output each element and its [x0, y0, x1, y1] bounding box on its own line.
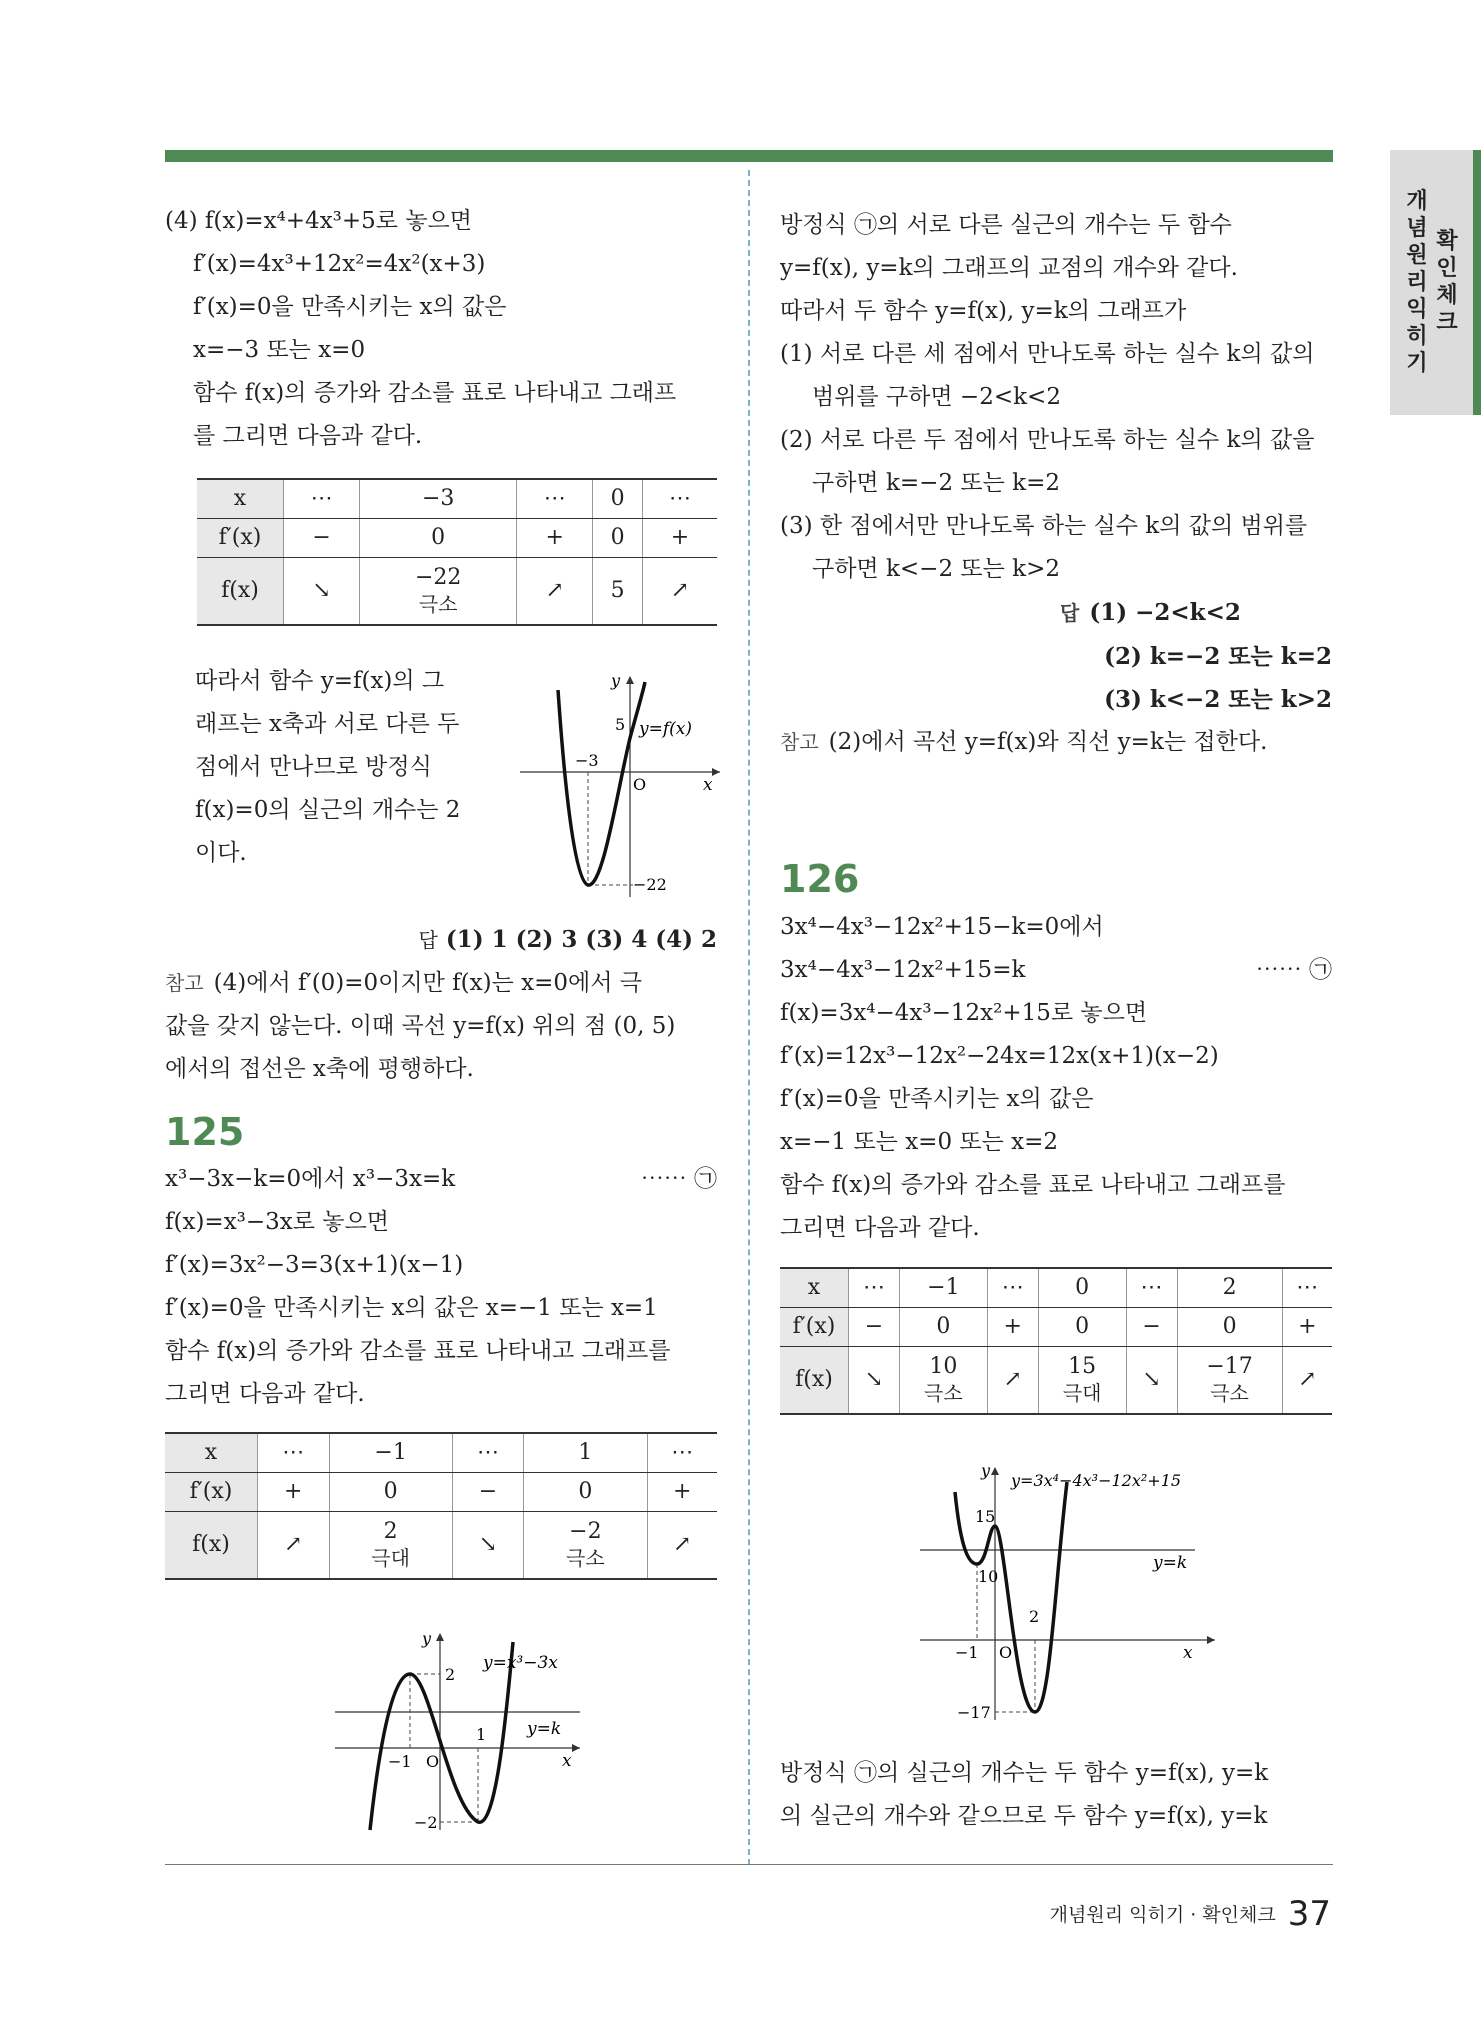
answer-text: (1) 1 (2) 3 (3) 4 (4) 2 [445, 926, 717, 953]
table-cell [1038, 1347, 1126, 1415]
solution-line: 3x⁴−4x³−12x²+15=k [780, 957, 1026, 983]
solution-line: f(x)=x³−3x로 놓으면 [165, 1209, 389, 1235]
table-cell: x [197, 479, 284, 519]
table-cell [524, 1512, 647, 1580]
table-cell: ↗ [647, 1512, 717, 1580]
y-axis-arrow [436, 1633, 444, 1641]
table-row [197, 519, 717, 558]
note-line: 에서의 접선은 x축에 평행하다. [165, 1056, 474, 1082]
side-tab-col1: 개 념 원 리 익 히 기 [1406, 189, 1428, 376]
table-cell: 5 [593, 558, 643, 626]
left-solution-4-conclusion [195, 660, 505, 875]
left-solution-4 [165, 200, 717, 458]
solution-line: 점에서 만나므로 방정식 [195, 754, 432, 780]
table-cell: f(x) [197, 558, 284, 626]
x-axis-arrow [572, 1744, 580, 1752]
solution-line: (2) 서로 다른 두 점에서 만나도록 하는 실수 k의 값을 [780, 427, 1315, 453]
table-cell: x [165, 1433, 258, 1473]
extremum-value: 2 [383, 1519, 398, 1544]
answer-125 [1060, 591, 1332, 721]
tick-label: 10 [978, 1567, 999, 1586]
table-cell: 0 [524, 1473, 647, 1512]
solution-line: x=−3 또는 x=0 [193, 337, 366, 363]
table-row [197, 479, 717, 519]
tick-label: −22 [633, 875, 667, 894]
table-cell: 0 [593, 479, 643, 519]
table-cell: ⋯ [1282, 1268, 1332, 1308]
table-cell: f′(x) [780, 1308, 849, 1347]
page-number: 37 [1287, 1894, 1331, 1934]
table-cell: ⋯ [284, 479, 360, 519]
table-cell: − [284, 519, 360, 558]
table-cell: −1 [329, 1433, 452, 1473]
table-cell: − [1126, 1308, 1177, 1347]
tick-label: 15 [975, 1507, 996, 1526]
extremum-value: 10 [929, 1354, 958, 1379]
tick-label: 5 [615, 715, 626, 734]
y-axis-arrow [991, 1467, 999, 1475]
table-cell: + [647, 1473, 717, 1512]
table-cell: 0 [1177, 1308, 1282, 1347]
x-label: x [1183, 1643, 1193, 1663]
column-divider [748, 170, 750, 1865]
table-row [780, 1347, 1332, 1415]
table-row [197, 558, 717, 626]
solution-line: f(x)=3x⁴−4x³−12x²+15로 놓으면 [780, 1000, 1148, 1026]
table-cell [899, 1347, 987, 1415]
side-tab-col2: 확 인 체 크 [1436, 229, 1458, 335]
y-label: y [422, 1630, 432, 1648]
answer-line: (3) k<−2 또는 k>2 [1104, 686, 1332, 713]
footer-rule [165, 1864, 1333, 1865]
curve-label: y=3x⁴−4x³−12x²+15 [1011, 1471, 1182, 1490]
solution-line: f′(x)=0을 만족시키는 x의 값은 [780, 1086, 1094, 1112]
curve-label: y=x³−3x [483, 1653, 558, 1673]
note-line: 값을 갖지 않는다. 이때 곡선 y=f(x) 위의 점 (0, 5) [165, 1013, 676, 1039]
table-cell: ⋯ [849, 1268, 900, 1308]
table-cell: + [258, 1473, 330, 1512]
solution-125-continued [780, 204, 1332, 591]
table-cell: −1 [899, 1268, 987, 1308]
table-cell: ⋯ [258, 1433, 330, 1473]
tick-label: 1 [476, 1725, 487, 1744]
x-label: x [703, 775, 713, 795]
solution-line: 따라서 함수 y=f(x)의 그 [195, 668, 445, 694]
sign-table-2 [165, 1432, 717, 1580]
table-cell: 0 [360, 519, 517, 558]
solution-line: 그리면 다음과 같다. [780, 1215, 980, 1241]
solution-line: 방정식 ㉠의 서로 다른 실근의 개수는 두 함수 [780, 212, 1232, 238]
answer-line: (2) k=−2 또는 k=2 [1104, 643, 1332, 670]
table-row [165, 1473, 717, 1512]
note-label: 참고 [165, 971, 204, 995]
page-footer [1050, 1894, 1331, 1934]
table-cell [1177, 1347, 1282, 1415]
solution-line: f′(x)=0을 만족시키는 x의 값은 x=−1 또는 x=1 [165, 1295, 658, 1321]
table-row [165, 1433, 717, 1473]
extremum-label: 극소 [418, 592, 458, 616]
table-cell: ⋯ [452, 1433, 524, 1473]
solution-line: (4) f(x)=x⁴+4x³+5로 놓으면 [165, 208, 472, 234]
extremum-label: 극대 [371, 1546, 410, 1570]
solution-line: x=−1 또는 x=0 또는 x=2 [780, 1129, 1059, 1155]
table-cell: + [642, 519, 717, 558]
solution-line: 래프는 x축과 서로 다른 두 [195, 711, 460, 737]
table-cell: ↗ [642, 558, 717, 626]
extremum-value: −2 [569, 1519, 602, 1544]
answer-line: (1) −2<k<2 [1089, 599, 1241, 626]
table-cell: ↘ [284, 558, 360, 626]
table-cell: 0 [899, 1308, 987, 1347]
table-cell: ⋯ [1126, 1268, 1177, 1308]
solution-line: f′(x)=12x³−12x²−24x=12x(x+1)(x−2) [780, 1043, 1219, 1069]
solution-line: 범위를 구하면 −2<k<2 [812, 384, 1061, 410]
x-axis-arrow [1207, 1636, 1215, 1644]
note-124 [165, 962, 717, 1091]
top-color-bar [165, 150, 1333, 162]
section-side-tab [1390, 150, 1481, 415]
solution-line: 의 실근의 개수와 같으므로 두 함수 y=f(x), y=k [780, 1803, 1268, 1829]
table-row [165, 1512, 717, 1580]
answer-124 [165, 918, 717, 962]
origin-label: O [426, 1752, 440, 1771]
tick-label: 2 [1029, 1607, 1040, 1626]
table-cell: f(x) [165, 1512, 258, 1580]
solution-line: 따라서 두 함수 y=f(x), y=k의 그래프가 [780, 298, 1187, 324]
equation-mark: ⋯⋯ ㉠ [1255, 957, 1332, 983]
solution-line: x³−3x−k=0에서 x³−3x=k [165, 1166, 456, 1192]
table-cell: ↗ [987, 1347, 1038, 1415]
table-cell: ↘ [849, 1347, 900, 1415]
table-cell: ↗ [258, 1512, 330, 1580]
answer-label: 답 [1060, 601, 1080, 625]
table-cell [360, 558, 517, 626]
table-cell: ⋯ [517, 479, 593, 519]
table-cell: −3 [360, 479, 517, 519]
note-125 [780, 721, 1332, 764]
solution-line: y=f(x), y=k의 그래프의 교점의 개수와 같다. [780, 255, 1238, 281]
graph-quartic-2 [915, 1462, 1235, 1727]
note-line: (2)에서 곡선 y=f(x)와 직선 y=k는 접한다. [828, 729, 1268, 755]
origin-label: O [633, 775, 647, 794]
x-label: x [562, 1751, 572, 1771]
solution-line: (1) 서로 다른 세 점에서 만나도록 하는 실수 k의 값의 [780, 341, 1315, 367]
sign-table-1 [197, 478, 717, 626]
table-cell: ⋯ [642, 479, 717, 519]
table-cell: 1 [524, 1433, 647, 1473]
solution-line: 함수 f(x)의 증가와 감소를 표로 나타내고 그래프 [193, 380, 677, 406]
extremum-label: 극대 [1062, 1381, 1102, 1405]
solution-line: 구하면 k=−2 또는 k=2 [812, 470, 1060, 496]
extremum-value: −22 [414, 565, 462, 590]
extremum-value: −17 [1206, 1354, 1253, 1379]
table-cell: − [452, 1473, 524, 1512]
extremum-label: 극소 [566, 1546, 605, 1570]
table-cell: 2 [1177, 1268, 1282, 1308]
table-cell: + [987, 1308, 1038, 1347]
solution-line: f′(x)=3x²−3=3(x+1)(x−1) [165, 1252, 464, 1278]
tick-label: −2 [414, 1813, 438, 1832]
table-cell: 0 [329, 1473, 452, 1512]
x-axis-arrow [712, 768, 720, 776]
solution-line: 함수 f(x)의 증가와 감소를 표로 나타내고 그래프를 [165, 1338, 671, 1364]
tick-label: 2 [445, 1665, 456, 1684]
tick-label: −1 [955, 1643, 979, 1662]
tick-label: −1 [388, 1752, 412, 1771]
solution-line: (3) 한 점에서만 만나도록 하는 실수 k의 값의 범위를 [780, 513, 1308, 539]
solution-126 [780, 906, 1332, 1250]
solution-line: 그리면 다음과 같다. [165, 1381, 365, 1407]
table-cell: ↗ [517, 558, 593, 626]
tick-label: −17 [957, 1703, 991, 1722]
table-cell: x [780, 1268, 849, 1308]
note-line: (4)에서 f′(0)=0이지만 f(x)는 x=0에서 극 [213, 970, 642, 996]
y-axis-arrow [626, 676, 634, 684]
table-cell: + [517, 519, 593, 558]
graph-cubic [330, 1630, 590, 1840]
tick-label: −3 [575, 751, 599, 770]
solution-line: 함수 f(x)의 증가와 감소를 표로 나타내고 그래프를 [780, 1172, 1286, 1198]
note-label: 참고 [780, 730, 819, 754]
table-cell: ↗ [1282, 1347, 1332, 1415]
problem-number-125: 125 [165, 1110, 245, 1154]
table-cell: f(x) [780, 1347, 849, 1415]
table-row [780, 1308, 1332, 1347]
y-label: y [611, 672, 621, 690]
solution-line: 3x⁴−4x³−12x²+15−k=0에서 [780, 914, 1104, 940]
table-cell: + [1282, 1308, 1332, 1347]
table-cell: 0 [593, 519, 643, 558]
solution-line: 구하면 k<−2 또는 k>2 [812, 556, 1060, 582]
curve [558, 682, 645, 885]
answer-label: 답 [418, 928, 438, 952]
sign-table-3 [780, 1267, 1332, 1415]
solution-line: 방정식 ㉠의 실근의 개수는 두 함수 y=f(x), y=k [780, 1760, 1269, 1786]
table-cell: ⋯ [647, 1433, 717, 1473]
equation-mark: ⋯⋯ ㉠ [640, 1166, 717, 1192]
problem-number-126: 126 [780, 857, 860, 901]
curve-label: y=f(x) [639, 719, 692, 739]
solution-line: f(x)=0의 실근의 개수는 2 [195, 797, 461, 823]
solution-line: 를 그리면 다음과 같다. [193, 423, 423, 449]
curve [955, 1482, 1067, 1712]
table-cell: − [849, 1308, 900, 1347]
solution-125 [165, 1158, 717, 1416]
table-row [780, 1268, 1332, 1308]
table-cell [329, 1512, 452, 1580]
solution-line: 이다. [195, 840, 247, 866]
extremum-value: 15 [1068, 1354, 1097, 1379]
graph-quartic-1 [515, 672, 725, 902]
solution-line: f′(x)=0을 만족시키는 x의 값은 [193, 294, 507, 320]
table-cell: 0 [1038, 1268, 1126, 1308]
origin-label: O [999, 1643, 1013, 1662]
solution-126-continued [780, 1752, 1332, 1838]
extremum-label: 극소 [924, 1381, 963, 1405]
line-label: y=k [527, 1719, 562, 1739]
table-cell: 0 [1038, 1308, 1126, 1347]
table-cell: f′(x) [197, 519, 284, 558]
footer-label: 개념원리 익히기 · 확인체크 [1049, 1904, 1276, 1926]
table-cell: ↘ [1126, 1347, 1177, 1415]
table-cell: f′(x) [165, 1473, 258, 1512]
line-label: y=k [1153, 1553, 1188, 1573]
y-label: y [981, 1462, 991, 1480]
extremum-label: 극소 [1210, 1381, 1249, 1405]
table-cell: ⋯ [987, 1268, 1038, 1308]
table-cell: ↘ [452, 1512, 524, 1580]
solution-line: f′(x)=4x³+12x²=4x²(x+3) [193, 251, 486, 277]
